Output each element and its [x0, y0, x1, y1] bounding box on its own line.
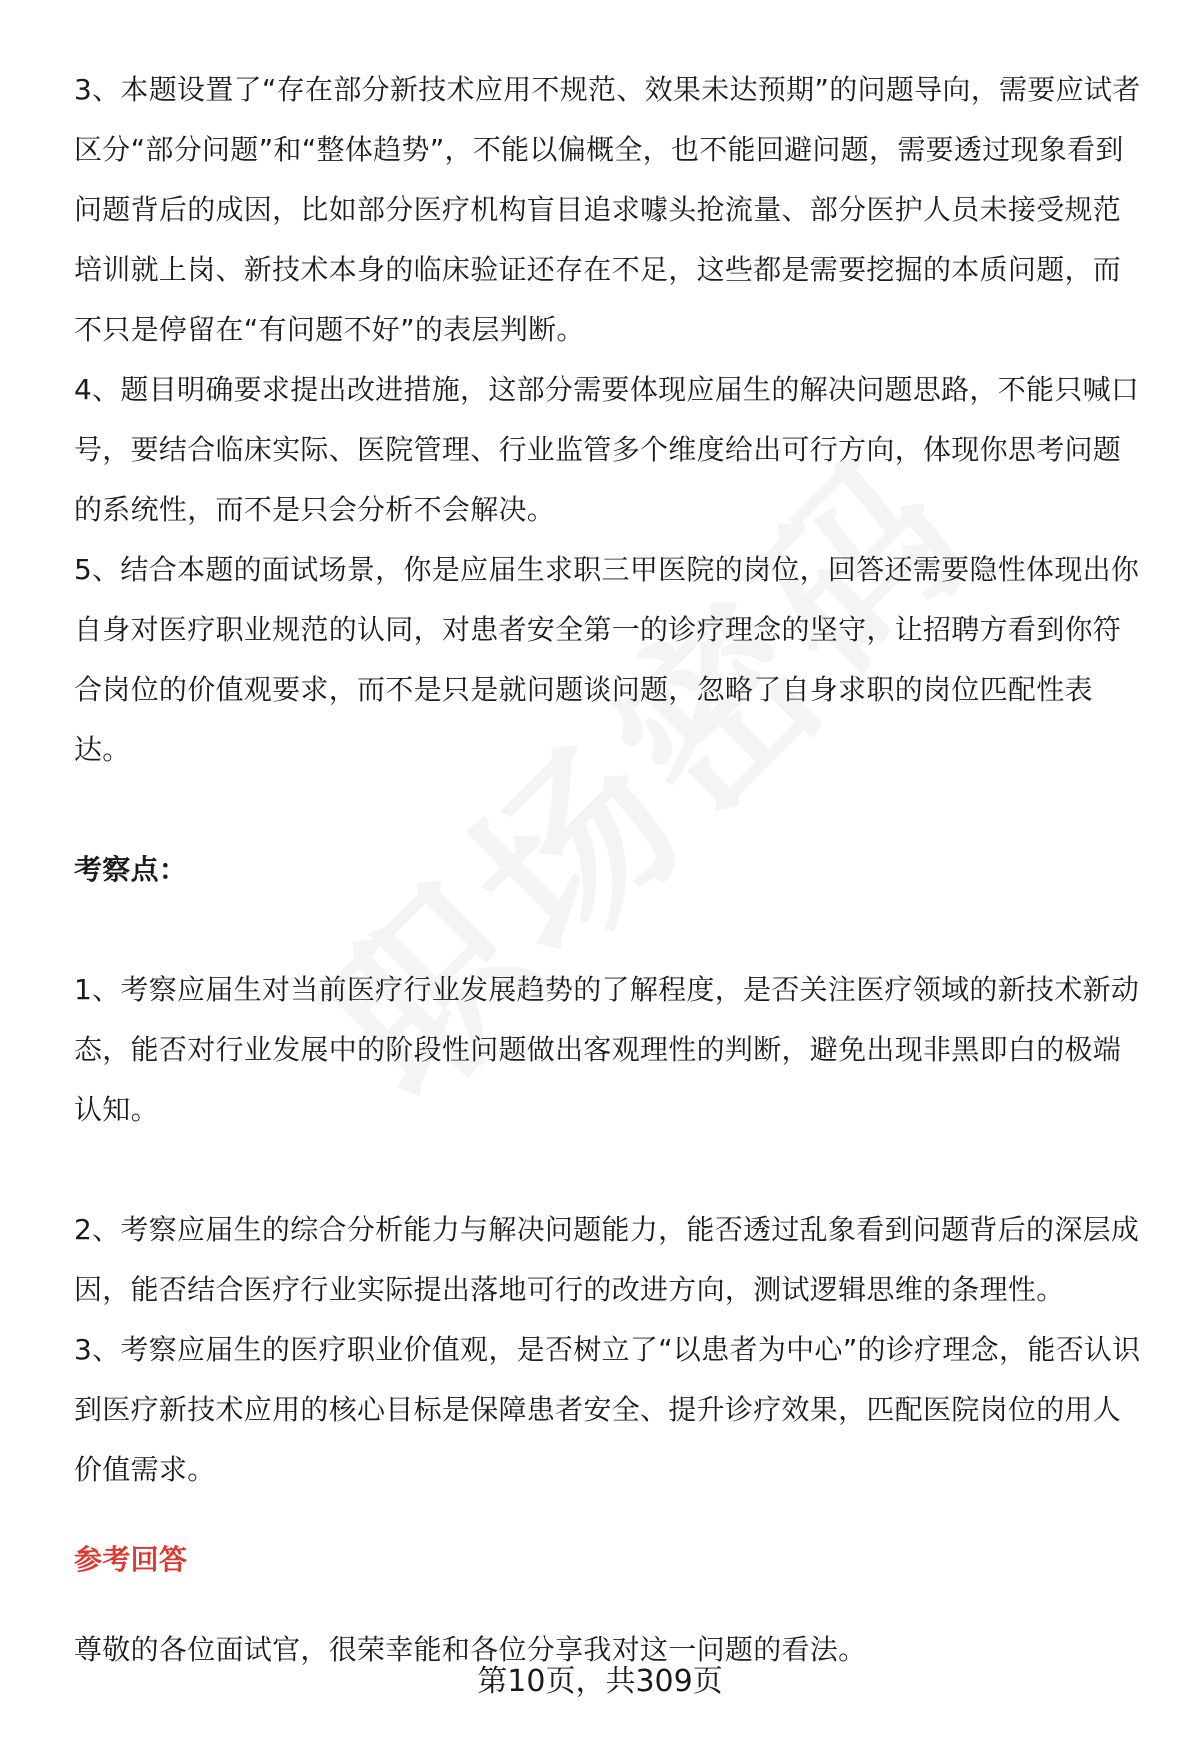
spacer — [74, 1140, 1144, 1200]
document-body — [74, 60, 1144, 1680]
exam-point-2: 2、考察应届生的综合分析能力与解决问题能力，能否透过乱象看到问题背后的深层成因，能否结合医疗行业实际提出落地可行的改进方向，测试逻辑思维的条理性。 — [74, 1213, 1140, 1306]
spacer — [74, 900, 1144, 960]
spacer — [74, 1500, 1144, 1530]
exam-point-3: 3、考察应届生的医疗职业价值观，是否树立了“以患者为中心”的诊疗理念，能否认识到医疗新技术应用的核心目标是保障患者安全、提升诊疗效果，匹配医院岗位的用人价值需求。 — [74, 1333, 1141, 1486]
paragraph-3: 3、本题设置了“存在部分新技术应用不规范、效果未达预期”的问题导向，需要应试者区分“部分问题”和“整体趋势”，不能以偏概全，也不能回避问题，需要透过现象看到问题背后的成因，比如部分医疗机构盲目追求噱头抢流量、部分医护人员未接受规范培训就上岗、新技术本身的临床验证还存在不足，这些都是需要挖掘的本质问题，而不只是停留在“有问题不好”的表层判断。 — [74, 73, 1141, 346]
reference-answer-heading: 参考回答 — [74, 1543, 188, 1576]
exam-points-heading: 考察点： — [74, 853, 188, 886]
paragraph-4: 4、题目明确要求提出改进措施，这部分需要体现应届生的解决问题思路，不能只喊口号，要结合临床实际、医院管理、行业监管多个维度给出可行方向，体现你思考问题的系统性，而不是只会分析不会解决。 — [74, 373, 1140, 526]
page-number: 第10页，共309页 — [477, 1664, 723, 1699]
spacer — [74, 1590, 1144, 1620]
paragraph-5: 5、结合本题的面试场景，你是应届生求职三甲医院的岗位，回答还需要隐性体现出你自身对医疗职业规范的认同，对患者安全第一的诊疗理念的坚守，让招聘方看到你符合岗位的价值观要求，而不是只是就问题谈问题，忽略了自身求职的岗位匹配性表达。 — [74, 553, 1140, 766]
spacer — [74, 780, 1144, 840]
reference-answer-text: 尊敬的各位面试官，很荣幸能和各位分享我对这一问题的看法。 — [74, 1633, 867, 1666]
exam-point-1: 1、考察应届生对当前医疗行业发展趋势的了解程度，是否关注医疗领域的新技术新动态，能否对行业发展中的阶段性问题做出客观理性的判断，避免出现非黑即白的极端认知。 — [74, 973, 1140, 1126]
